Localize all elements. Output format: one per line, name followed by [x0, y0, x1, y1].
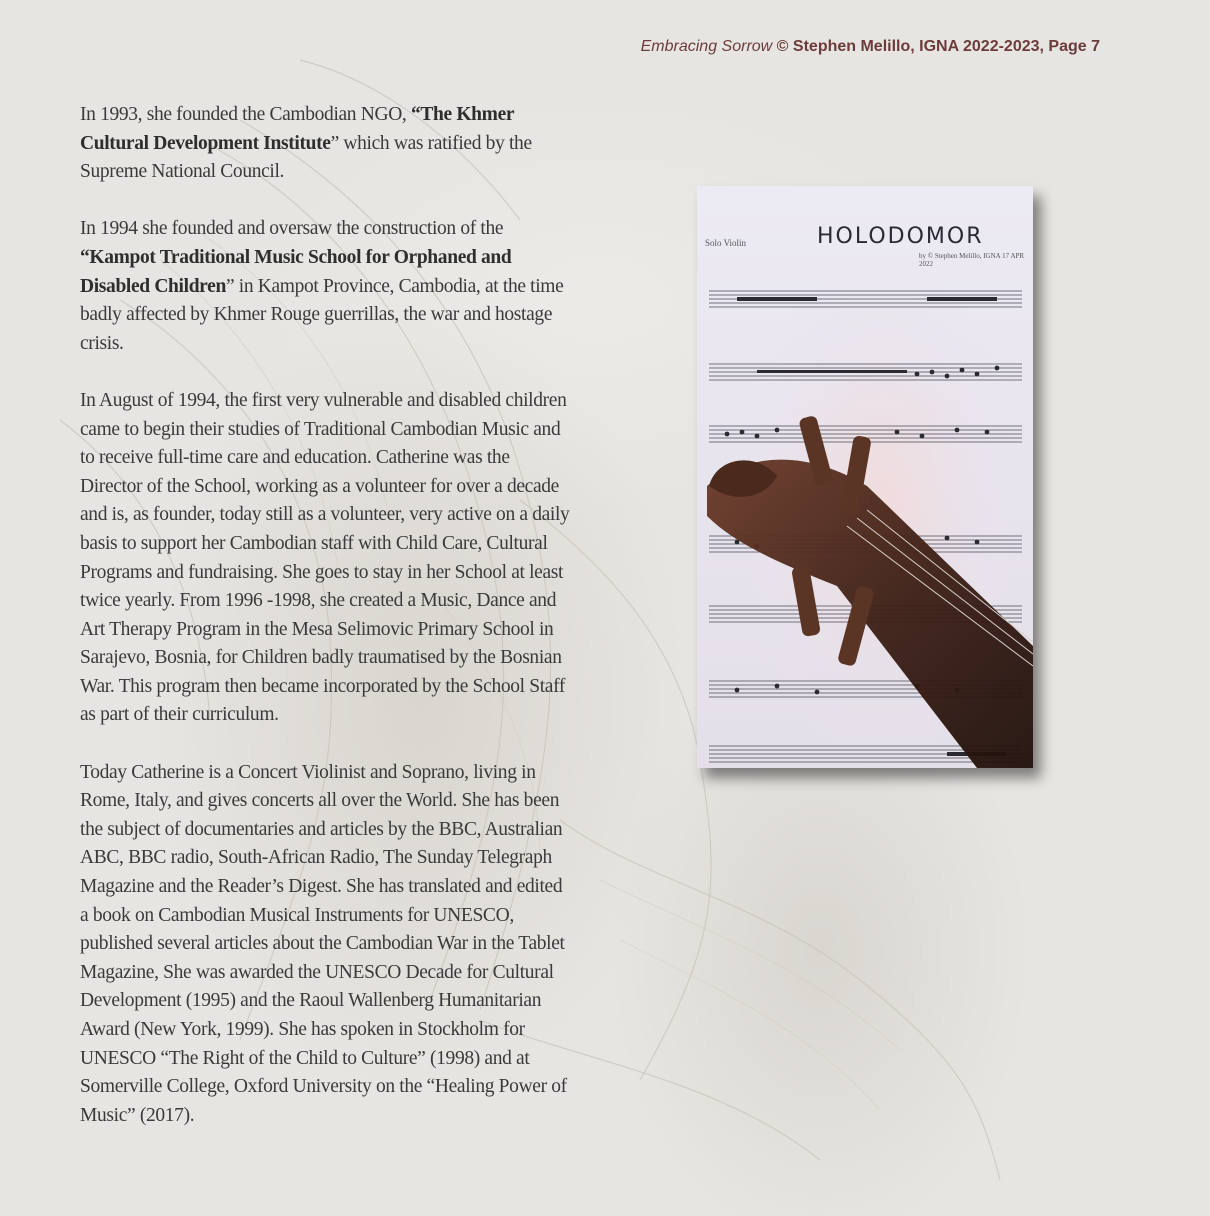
page-header — [641, 38, 1100, 56]
paragraph-2-bold: “Kampot Traditional Music School for Orphaned and Disabled Children — [80, 246, 512, 297]
score-part-label: Solo Violin — [705, 238, 747, 248]
paragraph-1-bold: “The Khmer Cultural Development Institute — [80, 104, 514, 154]
paragraph-4: Today Catherine is a Concert Violinist and Soprano, living in Rome, Italy, and gives concerts all over the World. She has been the subject of documentaries and articles by the BBC, Australian ABC, BBC radio, South-African Radio, The Sunday Telegraph Magazine and the Reader’s Digest. She has translated and edited a book on Cambodian Musical Instruments for UNESCO, published several articles about the Cambodian War in the Tablet Magazine, She was awarded the UNESCO Decade for Cultural Development (1995) and the Raoul Wallenberg Humanitarian Award (New York, 1999). She has spoken in Stockholm for UNESCO “The Right of the Child to Culture” (1998) and at Somerville College, Oxford University on the “Healing Power of Music” (2017). — [80, 761, 567, 1126]
header-title: Embracing Sorrow — [640, 38, 773, 55]
score-title: HOLODOMOR — [817, 224, 984, 249]
paragraph-2-text-end: ” in Kampot Province, Cambodia, at the time badly affected by Khmer Rouge guerrillas, the war and hostage crisis. — [80, 275, 564, 354]
violin-score-photo — [697, 186, 1033, 768]
paragraph-3: In August of 1994, the first very vulnerable and disabled children came to begin their studies of Traditional Cambodian Music and to receive full-time care and education. Catherine was the Director of the School, working as a volunteer for over a decade and is, as founder, today still as a volunteer, very active on a daily basis to support her Cambodian staff with Child Care, Cultural Programs and fundraising. She goes to stay in her School at least twice yearly. From 1996 -1998, she created a Music, Dance and Art Therapy Program in the Mesa Selimovic Primary School in Sarajevo, Bosnia, for Children badly traumatised by the Bosnian War. This program then became incorporated by the School Staff as part of their curriculum. — [80, 389, 570, 726]
paragraph-1 — [80, 101, 572, 187]
paragraph-2-text: In 1994 she founded and oversaw the construction of the — [80, 218, 504, 240]
score-credit: by © Stephen Melillo, IGNA 17 APR 2022 — [919, 252, 1025, 268]
paragraph-1-text-end: ” which was ratified by the Supreme National Council. — [80, 132, 532, 183]
header-copyright: © Stephen Melillo, IGNA 2022-2023, Page 7 — [772, 38, 1100, 55]
body-text — [80, 101, 572, 1159]
paragraph-1-text: In 1993, she founded the Cambodian NGO, — [80, 104, 411, 125]
paragraph-2 — [80, 215, 572, 358]
